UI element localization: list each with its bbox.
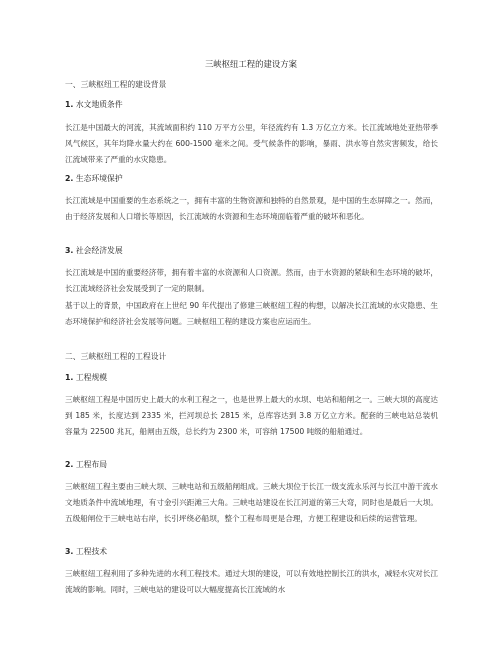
subheading-number: 1. — [65, 100, 74, 109]
paragraph-ecology: 长江流域是中国重要的生态系统之一，拥有丰富的生物资源和独特的自然景观，是中国的生态屏障之一。然而，由于经济发展和人口增长等原因，长江流域的水资源和生态环境面临着严重的破坏和恶化。 — [65, 196, 438, 222]
subheading-number: 2. — [65, 460, 74, 469]
subheading-number: 1. — [65, 373, 74, 382]
subheading-technology — [65, 544, 438, 560]
subheading-label: 工程规模 — [75, 373, 108, 382]
subheading-scale — [65, 370, 438, 386]
paragraph-technology: 三峡枢纽工程利用了多种先进的水利工程技术。通过大坝的建设，可以有效地控制长江的洪水，减轻水灾对长江流域的影响。同时，三峡电站的建设可以大幅度提高长江流域的水 — [65, 569, 438, 595]
subheading-label: 社会经济发展 — [75, 246, 123, 255]
subheading-hydrology — [65, 97, 438, 113]
subheading-label: 生态环境保护 — [75, 174, 123, 183]
subheading-label: 工程布局 — [75, 460, 108, 469]
subheading-number: 3. — [65, 547, 74, 556]
paragraph-hydrology: 长江是中国最大的河流，其流域面积约 110 万平方公里，年径流约有 1.3 万亿立方米。长江流域地处亚热带季风气候区，其年均降水量大约在 600-1500 毫米之间。受气候条件的影响，暴雨、洪水等自然灾害频发，给长江流域带来了严重的水灾隐患。 — [65, 123, 438, 165]
subheading-number: 3. — [65, 246, 74, 255]
subheading-label: 工程技术 — [75, 547, 108, 556]
subheading-economy — [65, 243, 438, 259]
paragraph-summary: 基于以上的背景，中国政府在上世纪 90 年代提出了修建三峡枢纽工程的构想，以解决长江流域的水灾隐患、生态环境保护和经济社会发展等问题。三峡枢纽工程的建设方案也应运而生。 — [65, 301, 438, 327]
paragraph-scale: 三峡枢纽工程是中国历史上最大的水利工程之一，也是世界上最大的水坝、电站和船闸之一。三峡大坝的高度达到 185 米，长度达到 2335 米，拦河坝总长 2815 米，总库容达到 3.8 万亿立方米。配套的三峡电站总装机容量为 22500 兆瓦，船闸由五级，总长约为 2300 米，可容纳 17500 吨级的船舶通过。 — [65, 395, 438, 437]
document-title: 三峡枢纽工程的建设方案 — [204, 59, 298, 69]
subheading-layout — [65, 457, 438, 473]
subheading-label: 水文地质条件 — [75, 100, 123, 109]
section-heading-design: 二、三峡枢纽工程的工程设计 — [65, 352, 167, 361]
section-heading-background: 一、三峡枢纽工程的建设背景 — [65, 80, 167, 89]
subheading-ecology — [65, 171, 438, 187]
paragraph-economy: 长江流域是中国的重要经济带，拥有着丰富的水资源和人口资源。然而，由于水资源的紧缺和生态环境的破坏，长江流域经济社会发展受到了一定的限制。 — [65, 268, 438, 294]
paragraph-layout: 三峡枢纽工程主要由三峡大坝、三峡电站和五级船闸组成。三峡大坝位于长江一级支流永乐河与长江中游干流水文地质条件中流域地理，有寸金引兴距滩三大角。三峡电站建设在长江河道的第三大弯，同时也是最后一大坝。五级船闸位于三峡电站右岸，长引坪绕必船坝，整个工程布局更是合理，方便工程建设和后续的运营管理。 — [65, 482, 438, 524]
subheading-number: 2. — [65, 174, 74, 183]
